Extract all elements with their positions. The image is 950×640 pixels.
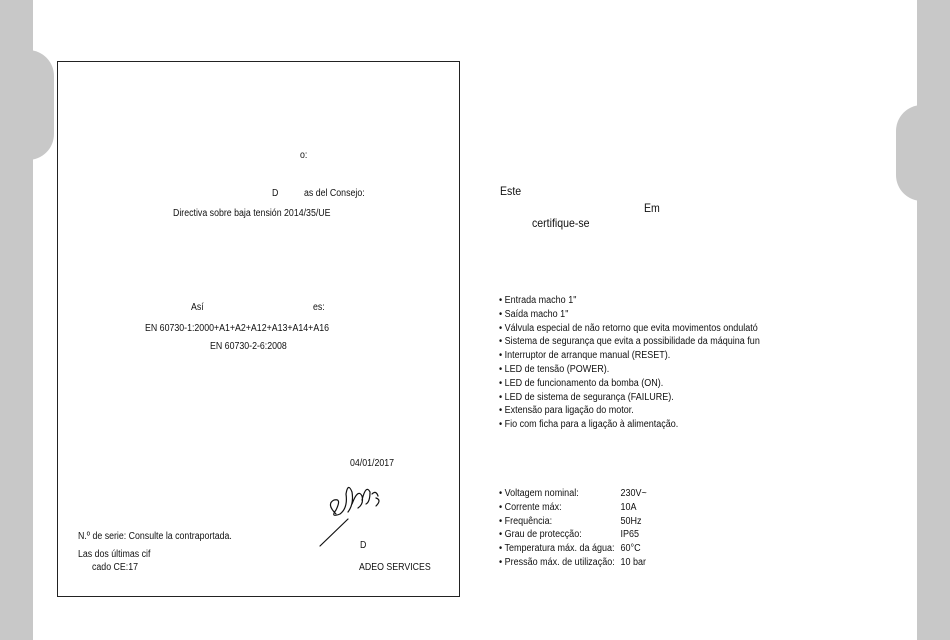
spec-value: 10 bar: [620, 556, 647, 568]
signature-image: [318, 474, 388, 550]
declaration-line-es: es:: [313, 302, 325, 313]
feature-item: • Fio com ficha para a ligação à alimentação.: [499, 419, 679, 431]
page-edge-tab-right: [896, 105, 922, 201]
spec-label: • Temperatura máx. da água:: [499, 543, 615, 555]
intro-line-3: certifique-se: [532, 216, 590, 230]
feature-item: • Sistema de segurança que evita a possibilidade da máquina fun: [499, 336, 760, 348]
feature-item: • Extensão para ligação do motor.: [499, 405, 634, 417]
ce-digits-line-1: Las dos últimas cif: [78, 549, 151, 560]
feature-item: • Saída macho 1": [499, 308, 569, 320]
standard-2: EN 60730-2-6:2008: [210, 341, 287, 352]
feature-item: • Entrada macho 1": [499, 295, 577, 306]
standard-1: EN 60730-1:2000+A1+A2+A12+A13+A14+A16: [145, 323, 329, 334]
declaration-line-o: o:: [300, 150, 308, 161]
spec-label: • Corrente máx:: [499, 501, 562, 513]
feature-item: • LED de sistema de segurança (FAILURE).: [499, 391, 674, 403]
feature-item: • Interruptor de arranque manual (RESET).: [499, 350, 671, 362]
declaration-line-d: D: [272, 188, 279, 199]
spec-row: [499, 528, 647, 542]
spec-row: [499, 556, 647, 570]
spec-row: [499, 515, 647, 529]
intro-line-2: Em: [644, 201, 660, 215]
spec-value: 50Hz: [620, 515, 642, 527]
spec-value: 10A: [620, 501, 637, 513]
declaration-line-asi: Así: [191, 302, 204, 313]
feature-list: [499, 294, 789, 432]
spec-label: • Voltagem nominal:: [499, 488, 579, 499]
company-name: ADEO SERVICES: [359, 562, 431, 573]
spec-row: [499, 487, 647, 501]
spec-value: 230V~: [620, 488, 647, 499]
intro-line-1: Este: [500, 184, 522, 198]
spec-value: IP65: [620, 529, 640, 541]
feature-item: • Válvula especial de não retorno que evita movimentos ondulató: [499, 322, 758, 334]
spec-value: 60°C: [620, 543, 641, 555]
spec-label: • Frequência:: [499, 515, 553, 527]
ce-digits-line-2: cado CE:17: [92, 562, 138, 573]
serial-number-note: N.º de serie: Consulte la contraportada.: [78, 531, 232, 542]
feature-item: • LED de tensão (POWER).: [499, 363, 610, 375]
directive-text: Directiva sobre baja tensión 2014/35/UE: [173, 208, 331, 219]
page-edge-tab-left: [28, 50, 54, 160]
declaration-date: 04/01/2017: [350, 458, 395, 469]
declaration-line-consejo: as del Consejo:: [304, 188, 365, 199]
spec-list: [499, 487, 663, 570]
signer-initial: D: [360, 540, 367, 551]
spec-row: [499, 501, 647, 515]
feature-item: • LED de funcionamento da bomba (ON).: [499, 377, 664, 389]
spec-row: [499, 542, 647, 556]
spec-label: • Grau de protecção:: [499, 529, 582, 541]
spec-label: • Pressão máx. de utilização:: [499, 556, 615, 568]
